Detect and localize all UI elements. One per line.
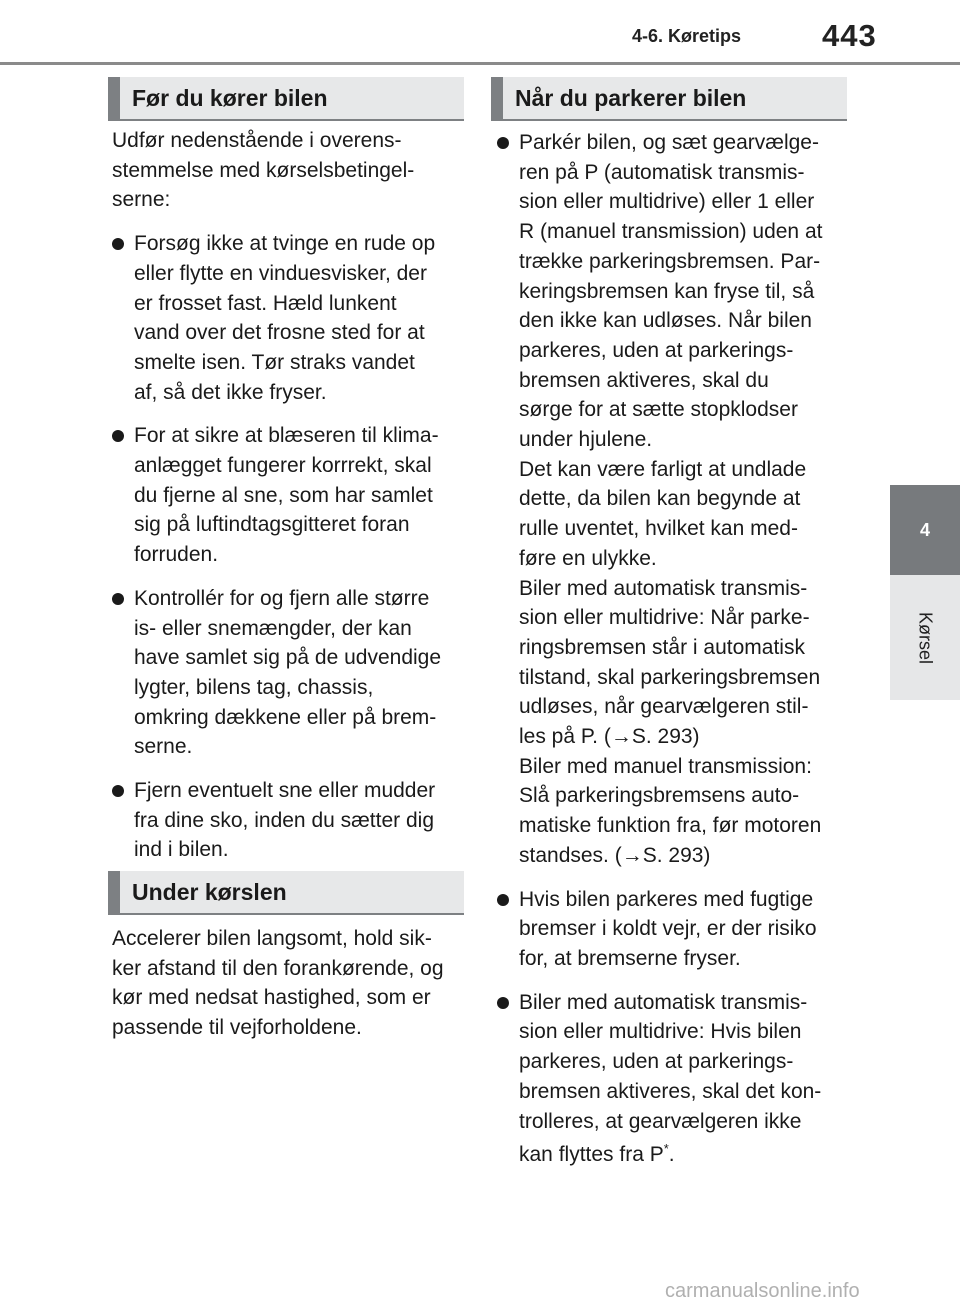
bullet-item: Hvis bilen parkeres med fugtige bremser i koldt vejr, er der risiko for, at bremserne fryser.	[497, 885, 847, 974]
bullet-icon	[112, 238, 124, 250]
page-reference-link[interactable]: standses. (→S. 293)	[519, 843, 711, 867]
right-column	[497, 128, 847, 1184]
watermark: carmanualsonline.info	[665, 1280, 860, 1302]
heading-before-driving: Før du kører bilen	[108, 77, 464, 121]
driving-paragraph: Accelerer bilen langsomt, hold sik- ker afstand til den forankørende, og kør med nedsat hastighed, som er passende til vejforholdene.	[112, 927, 444, 1040]
bullet-icon	[112, 785, 124, 797]
page-number: 443	[822, 18, 877, 53]
chapter-tab-number: 4	[890, 485, 960, 575]
page-reference-link[interactable]: les på P. (→S. 293)	[519, 725, 700, 749]
chapter-tab-label	[890, 575, 960, 700]
bullet-item: Parkér bilen, og sæt gearvælge- ren på P (automatisk transmis- sion eller multidrive) eller 1 eller R (manuel transmission) uden at trække parkeringsbremsen. Par- keringsbremsen kan fryse til, så den ikke kan udløses. Når bilen parkeres, uden at parkerings- bremsen aktiveres, skal du sørge for at sætte stopklodser under hjulene. Det kan være farligt at undlade dette, da bilen kan begynde at rulle uventet, hvilket kan med- føre en ulykke. Biler med automatisk transmis- sion eller multidrive: Når parke- ringsbremsen står i automatisk tilstand, skal parkeringsbremsen udløses, når gearvælgeren stil- les på P. (→S. 293) Biler med manuel transmission: Slå parkeringsbremsens auto- matiske funktion fra, før motoren standses. (→S. 293)	[497, 128, 847, 871]
section-title: 4-6. Køretips	[632, 26, 742, 46]
bullet-item: Kontrollér for og fjern alle større is- eller snemængder, der kan have samlet sig på de udvendige lygter, bilens tag, chassis, omkring dækkene eller på brem- serne.	[112, 584, 464, 762]
intro-paragraph: Udfør nedenstående i overens- stemmelse med kørselsbetingel- serne:	[112, 129, 415, 212]
bullet-item: For at sikre at blæseren til klima- anlægget fungerer korrrekt, skal du fjerne al sne, som har samlet sig på luftindtagsgitteret foran forruden.	[112, 421, 464, 570]
bullet-icon	[497, 137, 509, 149]
left-column-lower	[112, 924, 464, 1057]
footnote-marker: *	[663, 1141, 669, 1157]
header-divider	[0, 62, 960, 65]
bullet-item: Fjern eventuelt sne eller mudder fra dine sko, inden du sætter dig ind i bilen.	[112, 776, 464, 865]
last-line: kan flyttes fra P*.	[519, 1141, 675, 1167]
bullet-icon	[497, 894, 509, 906]
heading-when-parking: Når du parkerer bilen	[491, 77, 847, 121]
bullet-item: Forsøg ikke at tvinge en rude op eller flytte en vinduesvisker, der er frosset fast. Hæld lunkent vand over det frosne sted for at smelte isen. Tør straks vandet af, så det ikke fryser.	[112, 229, 464, 407]
chapter-label: Kørsel	[915, 611, 936, 664]
bullet-item: Biler med automatisk transmis- sion eller multidrive: Hvis bilen parkeres, uden at parkerings- bremsen aktiveres, skal det kon- trolleres, at gearvælgeren ikke kan flyttes fra P*.	[497, 988, 847, 1170]
bullet-icon	[497, 997, 509, 1009]
left-column-upper	[112, 126, 464, 879]
bullet-icon	[112, 430, 124, 442]
heading-while-driving: Under kørslen	[108, 871, 464, 915]
bullet-icon	[112, 593, 124, 605]
